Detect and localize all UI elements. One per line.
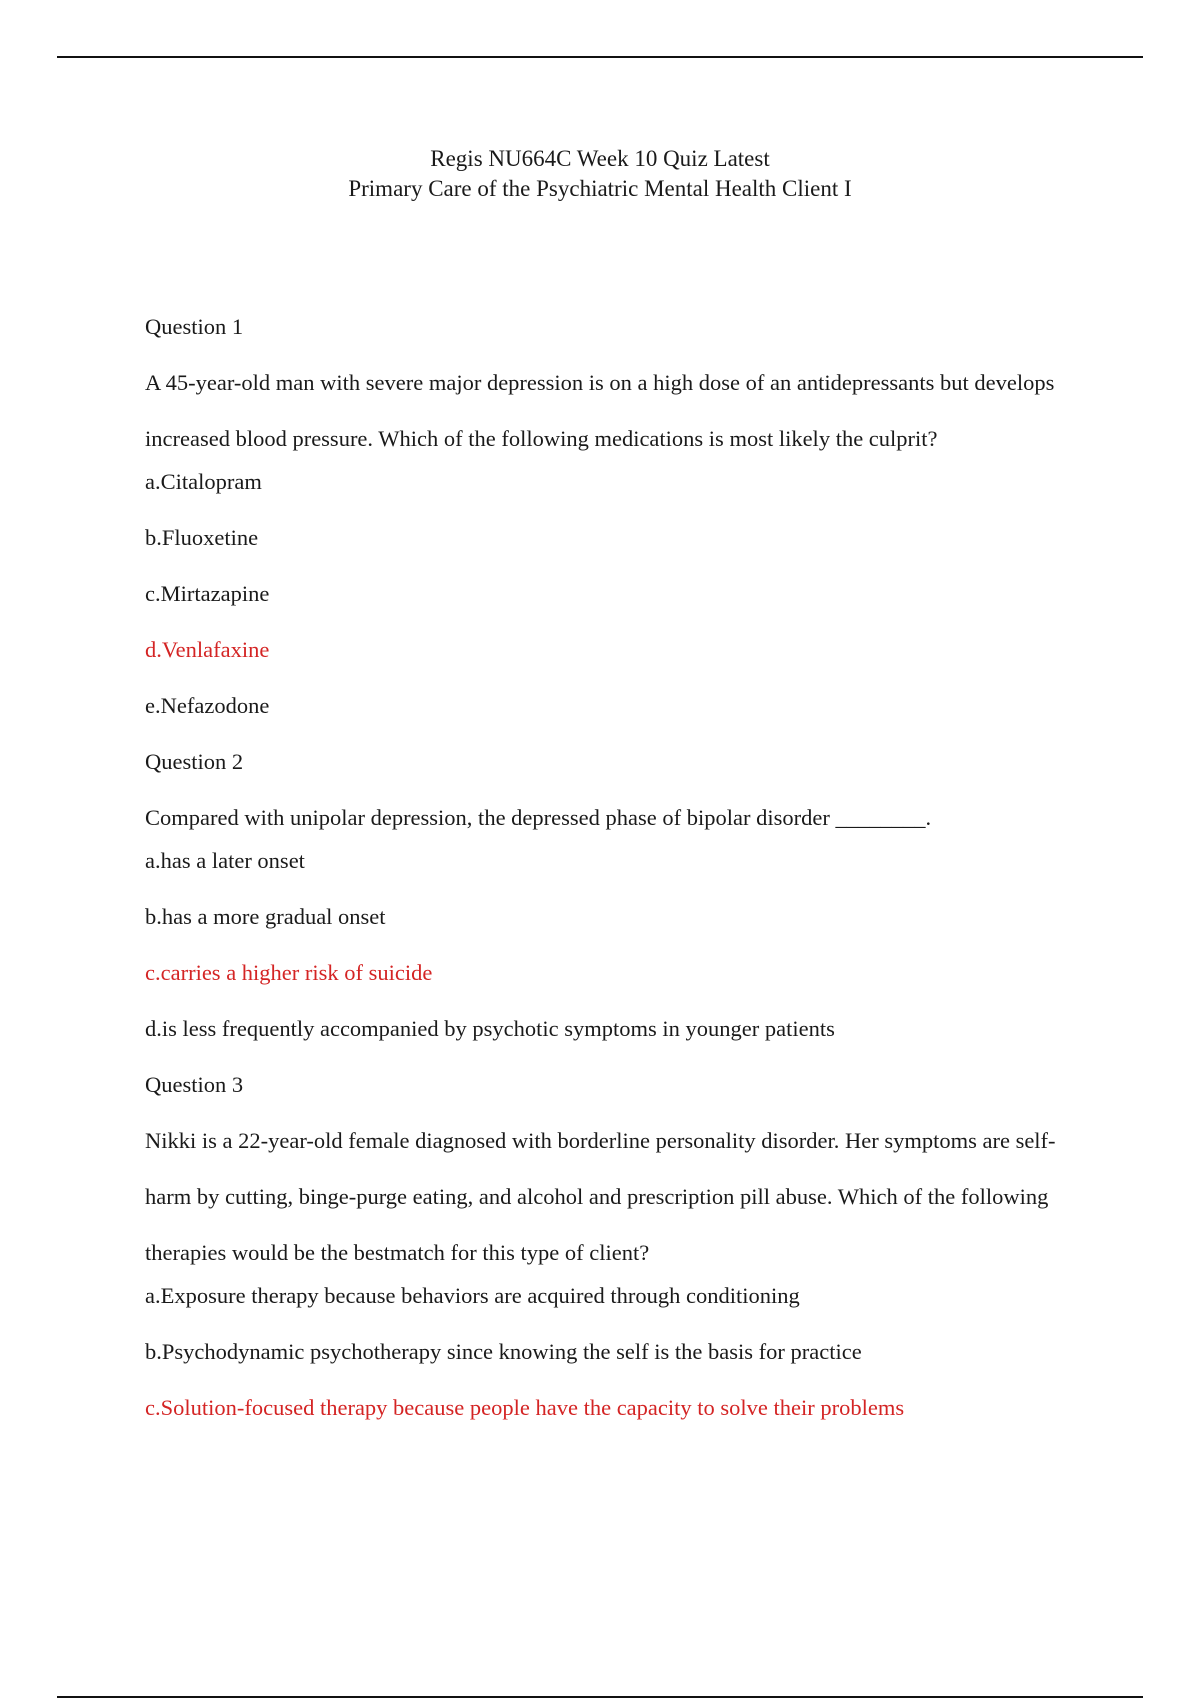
document-title: Regis NU664C Week 10 Quiz Latest (430, 146, 770, 171)
question-1 (145, 312, 1065, 747)
question-2 (145, 747, 1065, 1070)
question-1-option-e: e.Nefazodone (145, 693, 270, 718)
question-3-stem: Nikki is a 22-year-old female diagnosed with borderline personality disorder. Her symptoms are self-harm by cutting, binge-purge eating, and alcohol and prescription pill abuse. Which of the following therapies would be the bestmatch for this type of client? (145, 1128, 1056, 1265)
document-header (0, 144, 1200, 204)
question-2-option-d: d.is less frequently accompanied by psychotic symptoms in younger patients (145, 1016, 835, 1041)
top-rule (57, 56, 1143, 58)
question-1-option-d-correct: d.Venlafaxine (145, 637, 270, 662)
question-1-option-c: c.Mirtazapine (145, 581, 270, 606)
question-3-option-c-correct: c.Solution-focused therapy because people have the capacity to solve their problems (145, 1395, 905, 1420)
question-1-title: Question 1 (145, 314, 244, 339)
question-3 (145, 1070, 1065, 1449)
question-1-option-a: a.Citalopram (145, 469, 262, 494)
question-1-option-b: b.Fluoxetine (145, 525, 259, 550)
question-3-option-b: b.Psychodynamic psychotherapy since knowing the self is the basis for practice (145, 1339, 862, 1364)
question-3-option-a: a.Exposure therapy because behaviors are acquired through conditioning (145, 1283, 800, 1308)
document-subtitle: Primary Care of the Psychiatric Mental Health Client I (348, 176, 852, 201)
question-2-stem: Compared with unipolar depression, the depressed phase of bipolar disorder ________. (145, 805, 932, 830)
question-2-option-c-correct: c.carries a higher risk of suicide (145, 960, 433, 985)
quiz-content (145, 312, 1065, 1449)
question-2-title: Question 2 (145, 749, 244, 774)
question-1-stem: A 45-year-old man with severe major depression is on a high dose of an antidepressants but develops increased blood pressure. Which of the following medications is most likely the culprit? (145, 370, 1055, 451)
question-2-option-b: b.has a more gradual onset (145, 904, 386, 929)
bottom-rule (57, 1696, 1143, 1698)
question-3-title: Question 3 (145, 1072, 244, 1097)
question-2-option-a: a.has a later onset (145, 848, 305, 873)
